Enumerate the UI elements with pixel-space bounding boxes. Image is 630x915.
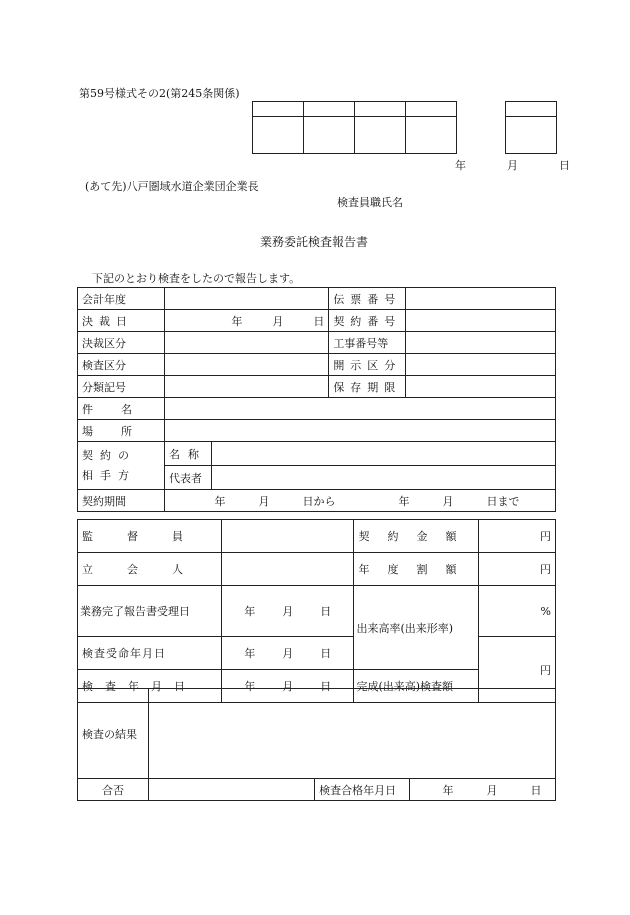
- month-label: 月: [507, 159, 518, 172]
- day-until-label: 日まで: [486, 494, 520, 508]
- subject-value: [165, 398, 556, 420]
- month-label: 月: [486, 783, 498, 797]
- month-label: 月: [282, 647, 294, 660]
- counterparty-name-value: [212, 442, 556, 466]
- inspection-order-date-text: 検査受命年月日: [82, 647, 166, 660]
- completion-amount-label: 完成(出来高)検査額: [354, 670, 479, 703]
- contract-number-label: 契約番号: [329, 310, 406, 332]
- annual-allotment-label: [354, 553, 479, 586]
- day-label: 日: [559, 159, 570, 172]
- basic-info-table: [77, 287, 556, 512]
- approval-date-value: [165, 310, 329, 332]
- contract-number-value: [406, 310, 556, 332]
- intro-text: 下記のとおり検査をしたので報告します。: [92, 272, 301, 285]
- counterparty-line2: 相手方: [82, 468, 136, 482]
- stamp-box: [506, 117, 557, 154]
- fiscal-year-value: [165, 288, 329, 310]
- result-value: [148, 689, 555, 779]
- pass-date-label: 検査合格年月日: [315, 779, 410, 801]
- stamp-box-header: [304, 102, 355, 117]
- inspection-order-date-label: [78, 637, 222, 670]
- stamp-box-single: [505, 101, 557, 154]
- year-label: 年: [214, 494, 226, 508]
- supervisor-value: [222, 520, 354, 553]
- stamp-box-header: [253, 102, 304, 117]
- day-label: 日: [320, 605, 332, 618]
- construction-number-value: [406, 332, 556, 354]
- stamp-box: [304, 117, 355, 154]
- stamp-box: [406, 117, 457, 154]
- day-label: 日: [320, 680, 332, 693]
- stamp-box-header: [355, 102, 406, 117]
- day-label: 日: [530, 783, 542, 797]
- month-label: 月: [282, 605, 294, 618]
- pass-fail-value: [148, 779, 314, 801]
- approval-category-value: [165, 332, 329, 354]
- retention-period-value: [406, 376, 556, 398]
- pass-fail-label: 合否: [78, 779, 149, 801]
- inspection-category-label: 検査区分: [78, 354, 165, 376]
- stamp-box-header: [406, 102, 457, 117]
- progress-rate-value: [479, 586, 556, 637]
- form-number: 第59号様式その2(第245条関係): [79, 87, 240, 100]
- year-label: 年: [244, 680, 256, 693]
- month-label: 月: [282, 680, 294, 693]
- location-value: [165, 420, 556, 442]
- contract-amount-value: [479, 520, 556, 553]
- fiscal-year-label: 会計年度: [78, 288, 165, 310]
- disclosure-category-label: 開示区分: [329, 354, 406, 376]
- percent-unit: %: [540, 604, 551, 618]
- counterparty-line1: 契約の: [82, 448, 136, 462]
- completion-report-date-value: [222, 586, 354, 637]
- witness-text: 立会人: [82, 563, 217, 576]
- year-label: 年: [244, 647, 256, 660]
- day-from-label: 日から: [302, 494, 336, 508]
- stamp-box: [253, 117, 304, 154]
- result-label: 検査の結果: [78, 689, 149, 779]
- year-label: 年: [398, 494, 410, 508]
- representative-label: 代表者: [165, 466, 212, 490]
- stamp-box: [355, 117, 406, 154]
- slip-number-value: [406, 288, 556, 310]
- contract-period-label: 契約期間: [78, 490, 165, 512]
- stamp-boxes: [252, 101, 457, 154]
- stamp-box-header: [506, 102, 557, 117]
- yen-unit: 円: [540, 563, 551, 576]
- disclosure-category-value: [406, 354, 556, 376]
- inspection-order-date-value: [222, 637, 354, 670]
- month-label: 月: [272, 314, 284, 328]
- yen-unit: 円: [540, 663, 551, 677]
- classification-code-label: 分類記号: [78, 376, 165, 398]
- contract-amount-text: 契約金額: [358, 530, 475, 543]
- completion-report-date-label: 業務完了報告書受理日: [78, 586, 222, 637]
- inspector-name-label: 検査員職氏名: [337, 196, 403, 209]
- slip-number-label: 伝票番号: [329, 288, 406, 310]
- day-label: 日: [320, 647, 332, 660]
- construction-number-label: 工事番号等: [329, 332, 406, 354]
- location-label: 場所: [78, 420, 165, 442]
- inspection-date-text: 検査年月日: [82, 680, 197, 693]
- approval-date-label: 決裁日: [78, 310, 165, 332]
- progress-rate-label: 出来高率(出来形率): [354, 586, 479, 670]
- pass-date-value: [410, 779, 556, 801]
- representative-value: [212, 466, 556, 490]
- document-title: 業務委託検査報告書: [260, 235, 369, 249]
- contract-amount-label: [354, 520, 479, 553]
- counterparty-label: [78, 442, 165, 490]
- annual-allotment-value: [479, 553, 556, 586]
- witness-label: [78, 553, 222, 586]
- month-label: 月: [258, 494, 270, 508]
- day-label: 日: [313, 314, 325, 328]
- year-label: 年: [442, 783, 454, 797]
- approval-category-label: 決裁区分: [78, 332, 165, 354]
- year-label: 年: [231, 314, 243, 328]
- contract-period-value: [165, 490, 556, 512]
- addressee: (あて先)八戸圏域水道企業団企業長: [85, 180, 259, 193]
- year-label: 年: [244, 605, 256, 618]
- month-label: 月: [442, 494, 454, 508]
- annual-allotment-text: 年度割額: [358, 563, 475, 576]
- yen-unit: 円: [540, 530, 551, 543]
- supervisor-text: 監督員: [82, 530, 217, 543]
- year-label: 年: [455, 159, 466, 172]
- supervisor-label: [78, 520, 222, 553]
- retention-period-label: 保存期限: [329, 376, 406, 398]
- inspection-category-value: [165, 354, 329, 376]
- result-table: [77, 688, 556, 801]
- counterparty-name-label: 名称: [165, 442, 212, 466]
- subject-label: 件名: [78, 398, 165, 420]
- classification-code-value: [165, 376, 329, 398]
- witness-value: [222, 553, 354, 586]
- inspection-table: [77, 519, 556, 703]
- report-date: [455, 157, 570, 173]
